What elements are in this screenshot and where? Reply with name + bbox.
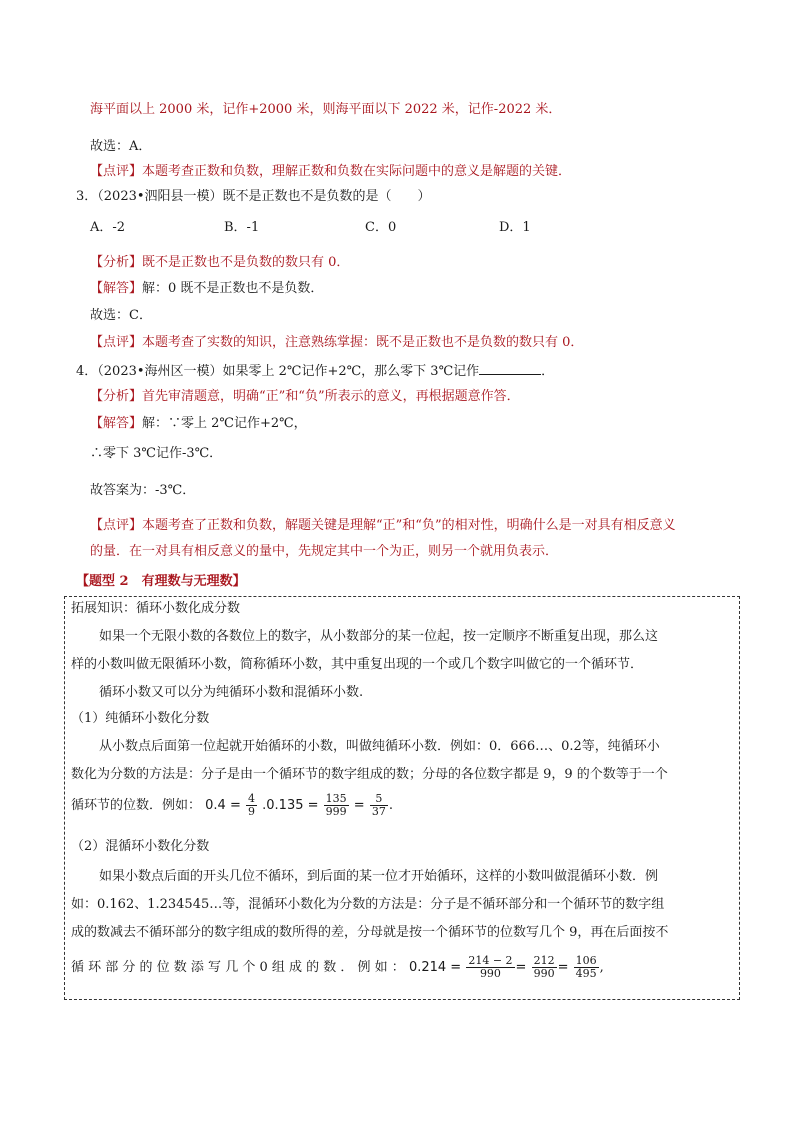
- box-s1-line-c: 循环节的位数．例如： 0.4 = $\frac{4}{9}$ .0.135 = $\frac{135}{999}$ = $\frac{5}{37}$ .: [71, 792, 393, 818]
- answer-blank: [479, 360, 541, 375]
- box-s2-line-a: 如果小数点后面的开头几位不循环，到后面的某一位才开始循环，这样的小数叫做混循环小数．例: [99, 869, 659, 884]
- q3-stem: 3．（2023•泗阳县一模）既不是正数也不是负数的是（ ）: [76, 189, 431, 204]
- box-subhead-1: （1）纯循环小数化分数: [71, 711, 210, 726]
- fraction-5-37: $\frac{5}{37}$: [371, 792, 386, 818]
- comment-text: 本题考查了实数的知识，注意熟练掌握：既不是正数也不是负数的数只有 0．: [142, 335, 584, 350]
- answer-text: 解：∵零上 2℃记作+2℃，: [142, 416, 307, 431]
- analysis-text: 首先审清题意，明确“正”和“负”所表示的意义，再根据题意作答．: [142, 389, 520, 404]
- q2-choice: 故选：A．: [90, 139, 152, 154]
- q4-comment-1: [90, 516, 676, 536]
- box-s2-line-b: 如：0.162、1.234545…等，混循环小数化为分数的方法是：分子是不循环部分和一个循环节的数字组: [71, 897, 665, 912]
- q3-option-b: B．-1: [224, 220, 260, 235]
- q3-analysis: [90, 253, 349, 273]
- fraction-212-990-b: $\frac{212}{990}$: [533, 954, 555, 980]
- q3-option-a: A．-2: [90, 220, 126, 235]
- answer-tag: 【解答】: [90, 281, 143, 296]
- example-2: .0.135 =: [262, 798, 319, 813]
- q3-option-d: D．1: [499, 220, 531, 235]
- q4-stem: [76, 360, 554, 382]
- q3-option-c: C．0: [365, 220, 397, 235]
- box-s2-prefix: 循 环 部 分 的 位 数 添 写 几 个 0 组 成 的 数 ． 例 如 ：: [71, 960, 405, 975]
- section-heading: 【题型 2 有理数与无理数】: [76, 574, 246, 589]
- q2-tail: 海平面以上 2000 米，记作+2000 米，则海平面以下 2022 米，记作-2022 米．: [90, 102, 562, 117]
- q4-final: 故答案为：-3℃．: [90, 483, 196, 498]
- knowledge-box: [64, 596, 740, 1000]
- example-1: 0.4 =: [205, 798, 241, 813]
- box-s1-line-b: 数化为分数的方法是：分子是由一个循环节的数字组成的数；分母的各位数字都是 9，9 的个数等于一个: [71, 767, 668, 782]
- box-s1-prefix: 循环节的位数．例如：: [71, 798, 202, 813]
- equals-sign: =: [353, 798, 365, 813]
- box-s2-line-d: 循 环 部 分 的 位 数 添 写 几 个 0 组 成 的 数 ． 例 如 ： 0.214 = $\frac{214 - 2}{990}$ = $\frac{212}{990}$ = $\frac{106}{495}$ ,: [71, 954, 604, 980]
- fraction-135-999: $\frac{135}{999}$: [325, 792, 347, 818]
- comment-tag: 【点评】: [90, 164, 143, 179]
- box-s1-line-a: 从小数点后面第一位起就开始循环的小数，叫做纯循环小数．例如：0．666…、0.2等，纯循环小: [99, 739, 660, 754]
- answer-tag: 【解答】: [90, 416, 143, 431]
- comment-tag: 【点评】: [90, 335, 143, 350]
- box-para-2: 循环小数又可以分为纯循环小数和混循环小数.: [99, 685, 364, 700]
- box-title: 拓展知识：循环小数化成分数: [71, 601, 241, 616]
- q4-comment-2: 的量．在一对具有相反意义的量中，先规定其中一个为正，则另一个就用负表示．: [90, 544, 559, 559]
- box-s2-line-c: 成的数减去不循环部分的数字组成的数所得的差，分母就是按一个循环节的位数写几个 9，再在后面按不: [71, 925, 669, 940]
- box-para-1a: 如果一个无限小数的各数位上的数字，从小数部分的某一位起，按一定顺序不断重复出现，那么这: [99, 629, 659, 644]
- q3-choice: 故选：C．: [90, 308, 152, 323]
- comment-tag: 【点评】: [90, 518, 143, 533]
- q4-analysis: [90, 387, 520, 407]
- box-para-1b: 样的小数叫做无限循环小数，简称循环小数，其中重复出现的一个或几个数字叫做它的一个循环节．: [71, 657, 644, 672]
- fraction-106-495: $\frac{106}{495}$: [575, 954, 597, 980]
- q4-answer-2: ∴零下 3℃记作-3℃．: [90, 446, 223, 461]
- analysis-text: 既不是正数也不是负数的数只有 0．: [142, 255, 350, 270]
- q4-stem-text: 4．（2023•海州区一模）如果零上 2℃记作+2℃，那么零下 3℃记作: [76, 364, 480, 379]
- analysis-tag: 【分析】: [90, 255, 143, 270]
- fraction-212-990-a: $\frac{214 - 2}{990}$: [468, 954, 513, 980]
- q2-comment: [90, 162, 571, 182]
- box-subhead-2: （2）混循环小数化分数: [71, 839, 210, 854]
- answer-text: 解：0 既不是正数也不是负数．: [142, 281, 324, 296]
- q3-answer: [90, 279, 323, 299]
- analysis-tag: 【分析】: [90, 389, 143, 404]
- example-3: 0.214 =: [408, 960, 462, 975]
- fraction-4-9: $\frac{4}{9}$: [248, 792, 255, 818]
- q3-comment: [90, 333, 583, 353]
- q4-stem-end: ．: [541, 364, 555, 379]
- q4-answer: [90, 414, 307, 434]
- comment-text: 本题考查了正数和负数，解题关键是理解“正”和“负”的相对性，明确什么是一对具有相反意义: [142, 518, 676, 533]
- comment-text: 本题考查正数和负数，理解正数和负数在实际问题中的意义是解题的关键．: [142, 164, 572, 179]
